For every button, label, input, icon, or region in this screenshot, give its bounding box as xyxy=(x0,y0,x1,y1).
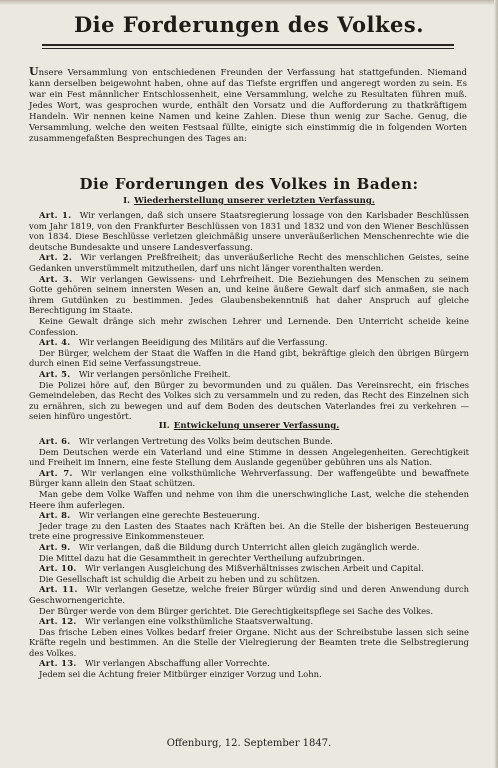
paragraph-text: Wir verlangen Abschaffung aller Vorrechte. xyxy=(84,658,270,669)
section-number: II. xyxy=(158,421,170,431)
article-paragraph xyxy=(29,542,469,553)
body-paragraph xyxy=(29,669,469,680)
article-paragraph xyxy=(29,468,469,489)
article-paragraph xyxy=(29,252,469,273)
body-paragraph xyxy=(29,553,469,564)
main-title: Die Forderungen des Volkes in Baden: xyxy=(79,175,419,193)
article-label: Art. 1. xyxy=(39,210,72,220)
paragraph-text: Das frische Leben eines Volkes bedarf freier Organe. Nicht aus der Schreibstube lassen sich seine Kräfte regeln und bestimmen. An die Stelle der Vielregierung der Beamten trete die Selbstregierung des Volkes. xyxy=(29,626,469,658)
paragraph-text: Man gebe dem Volke Waffen und nehme von ihm die unerschwingliche Last, welche die stehenden Heere ihm auferlegen. xyxy=(29,488,469,510)
body-paragraph xyxy=(29,574,469,585)
body-paragraph xyxy=(29,316,469,337)
paragraph-text: Jedem sei die Achtung freier Mitbürger einziger Vorzug und Lohn. xyxy=(39,669,322,680)
body-paragraph xyxy=(29,627,469,659)
header-rule-thin xyxy=(42,48,454,49)
paragraph-text: Die Gesellschaft ist schuldig die Arbeit zu heben und zu schützen. xyxy=(39,573,321,584)
article-paragraph xyxy=(29,210,469,252)
body-paragraph xyxy=(29,380,469,422)
paragraph-text: Wir verlangen eine volksthümliche Wehrverfassung. Der waffengeübte und bewaffnete Bürger kann allein den Staat schützen. xyxy=(29,467,469,489)
section-heading-text: Wiederherstellung unserer verletzten Verfassung. xyxy=(134,196,375,206)
article-label: Art. 5. xyxy=(39,368,71,379)
paragraph-text: Wir verlangen eine gerechte Besteuerung. xyxy=(78,510,260,521)
intro-dropcap: U xyxy=(29,65,39,78)
signature-line: Offenburg, 12. September 1847. xyxy=(166,738,332,749)
article-paragraph xyxy=(29,436,469,447)
paragraph-text: Wir verlangen, daß die Bildung durch Unterricht allen gleich zugänglich werde. xyxy=(78,541,420,552)
paragraph-text: Wir verlangen Gewissens- und Lehrfreiheit. Die Beziehungen des Menschen zu seinem Gotte gehören seinem innersten Wesen an, und keine äußere Gewalt darf sich anmaßen, sie nach ihrem Gutdünken zu bestimmen. Jedes Glaubensbekenntniß hat daher Anspruch auf gleiche Berechtigung im Staate. xyxy=(29,273,469,316)
article-label: Art. 4. xyxy=(39,337,71,348)
article-label: Art. 3. xyxy=(39,273,73,284)
article-label: Art. 12. xyxy=(39,616,77,627)
body-paragraph xyxy=(29,521,469,542)
paragraph-text: Der Bürger werde von dem Bürger gerichtet. Die Gerechtigkeitspflege sei Sache des Volkes. xyxy=(39,605,434,616)
paragraph-text: Wir verlangen eine volksthümliche Staatsverwaltung. xyxy=(84,616,313,627)
article-paragraph xyxy=(29,616,469,627)
paragraph-text: Die Polizei höre auf, den Bürger zu bevormunden und zu quälen. Das Vereinsrecht, ein frisches Gemeindeleben, das Recht des Volkes sich zu versammeln und zu reden, das Recht des Einzelnen sich zu ernähren, sich zu bewegen und auf dem Boden des deutschen Vaterlandes frei zu verkehren — seien hinfüro ungestört. xyxy=(29,379,469,422)
paragraph-text: Wir verlangen Gesetze, welche freier Bürger würdig sind und deren Anwendung durch Geschwornengerichte. xyxy=(29,584,469,605)
article-label: Art. 10. xyxy=(39,563,77,574)
paragraph-text: Wir verlangen persönliche Freiheit. xyxy=(78,368,231,379)
paragraph-text: Wir verlangen Beeidigung des Militärs auf die Verfassung. xyxy=(78,337,328,348)
article-label: Art. 9. xyxy=(39,541,71,552)
paragraph-text: Jeder trage zu den Lasten des Staates nach Kräften bei. An die Stelle der bisherigen Besteuerung trete eine progressive Einkommensteuer. xyxy=(29,520,469,542)
section-body-2 xyxy=(29,436,469,680)
header-title: Die Forderungen des Volkes. xyxy=(73,12,425,37)
article-paragraph xyxy=(29,584,469,605)
article-paragraph xyxy=(29,563,469,574)
article-paragraph xyxy=(29,510,469,521)
body-paragraph xyxy=(29,447,469,468)
page-edge-shadow-right xyxy=(494,0,498,768)
section-heading-2 xyxy=(0,421,498,431)
paragraph-text: Wir verlangen Preßfreiheit; das unveräußerliche Recht des menschlichen Geistes, seine Gedanken unverstümmelt mitzutheilen, darf uns nicht länger vorenthalten werden. xyxy=(29,252,469,273)
article-paragraph xyxy=(29,337,469,348)
page-edge-shadow xyxy=(0,0,498,5)
body-paragraph xyxy=(29,606,469,617)
section-body-1 xyxy=(29,210,469,422)
body-paragraph xyxy=(29,348,469,369)
article-paragraph xyxy=(29,274,469,316)
article-label: Art. 2. xyxy=(39,252,73,263)
paragraph-text: Wir verlangen Vertretung des Volks beim deutschen Bunde. xyxy=(78,436,333,446)
article-label: Art. 13. xyxy=(39,658,77,669)
article-paragraph xyxy=(29,658,469,669)
paragraph-text: Die Mittel dazu hat die Gesammtheit in gerechter Vertheilung aufzubringen. xyxy=(39,552,365,563)
intro-text: nsere Versammlung von entschiedenen Freunden der Verfassung hat stattgefunden. Niemand kann derselben beigewohnt haben, ohne auf das Tiefste ergriffen und angeregt worden zu sein. Es war ein Fest männlicher Entschlossenheit, eine Versammlung, welche zu Resultaten führen muß. Jedes Wort, was gesprochen wurde, enthält den Vorsatz und die Aufforderung zu thatkräftigem Handeln. Wir nennen keine Namen und keine Zahlen. Diese thun wenig zur Sache. Genug, die Versammlung, welche den weiten Festsaal füllte, einigte sich einstimmig die in folgenden Worten zusammengefaßten Besprechungen des Tages an: xyxy=(29,68,467,144)
intro-paragraph xyxy=(29,66,467,145)
article-label: Art. 8. xyxy=(39,510,71,521)
paragraph-text: Wir verlangen, daß sich unsere Staatsregierung lossage von den Karlsbader Beschlüssen vom Jahr 1819, von den Frankfurter Beschlüssen von 1831 und 1832 und von den Wiener Beschlüssen von 1834. Diese Beschlüsse verletzen gleichmäßig unsere unveräußerlichen Menschenrechte wie die deutsche Bundesakte und unsere Landesverfassung. xyxy=(29,210,469,252)
article-paragraph xyxy=(29,369,469,380)
article-label: Art. 7. xyxy=(39,467,73,478)
section-heading-text: Entwickelung unserer Verfassung. xyxy=(173,421,340,431)
paragraph-text: Wir verlangen Ausgleichung des Mißverhältnisses zwischen Arbeit und Capital. xyxy=(84,563,424,574)
paragraph-text: Dem Deutschen werde ein Vaterland und eine Stimme in dessen Angelegenheiten. Gerechtigkeit und Freiheit im Innern, eine feste Stellung dem Auslande gegenüber gebühren uns als Nation. xyxy=(29,446,469,468)
paragraph-text: Der Bürger, welchem der Staat die Waffen in die Hand gibt, bekräftige gleich den übrigen Bürgern durch einen Eid seine Verfassungstreue. xyxy=(29,347,469,369)
section-number: I. xyxy=(123,196,131,206)
header-rule xyxy=(42,44,454,46)
article-label: Art. 11. xyxy=(39,584,78,595)
article-label: Art. 6. xyxy=(39,436,71,446)
body-paragraph xyxy=(29,489,469,510)
section-heading-1 xyxy=(0,196,498,206)
paragraph-text: Keine Gewalt dränge sich mehr zwischen Lehrer und Lernende. Den Unterricht scheide keine Confession. xyxy=(29,315,469,337)
